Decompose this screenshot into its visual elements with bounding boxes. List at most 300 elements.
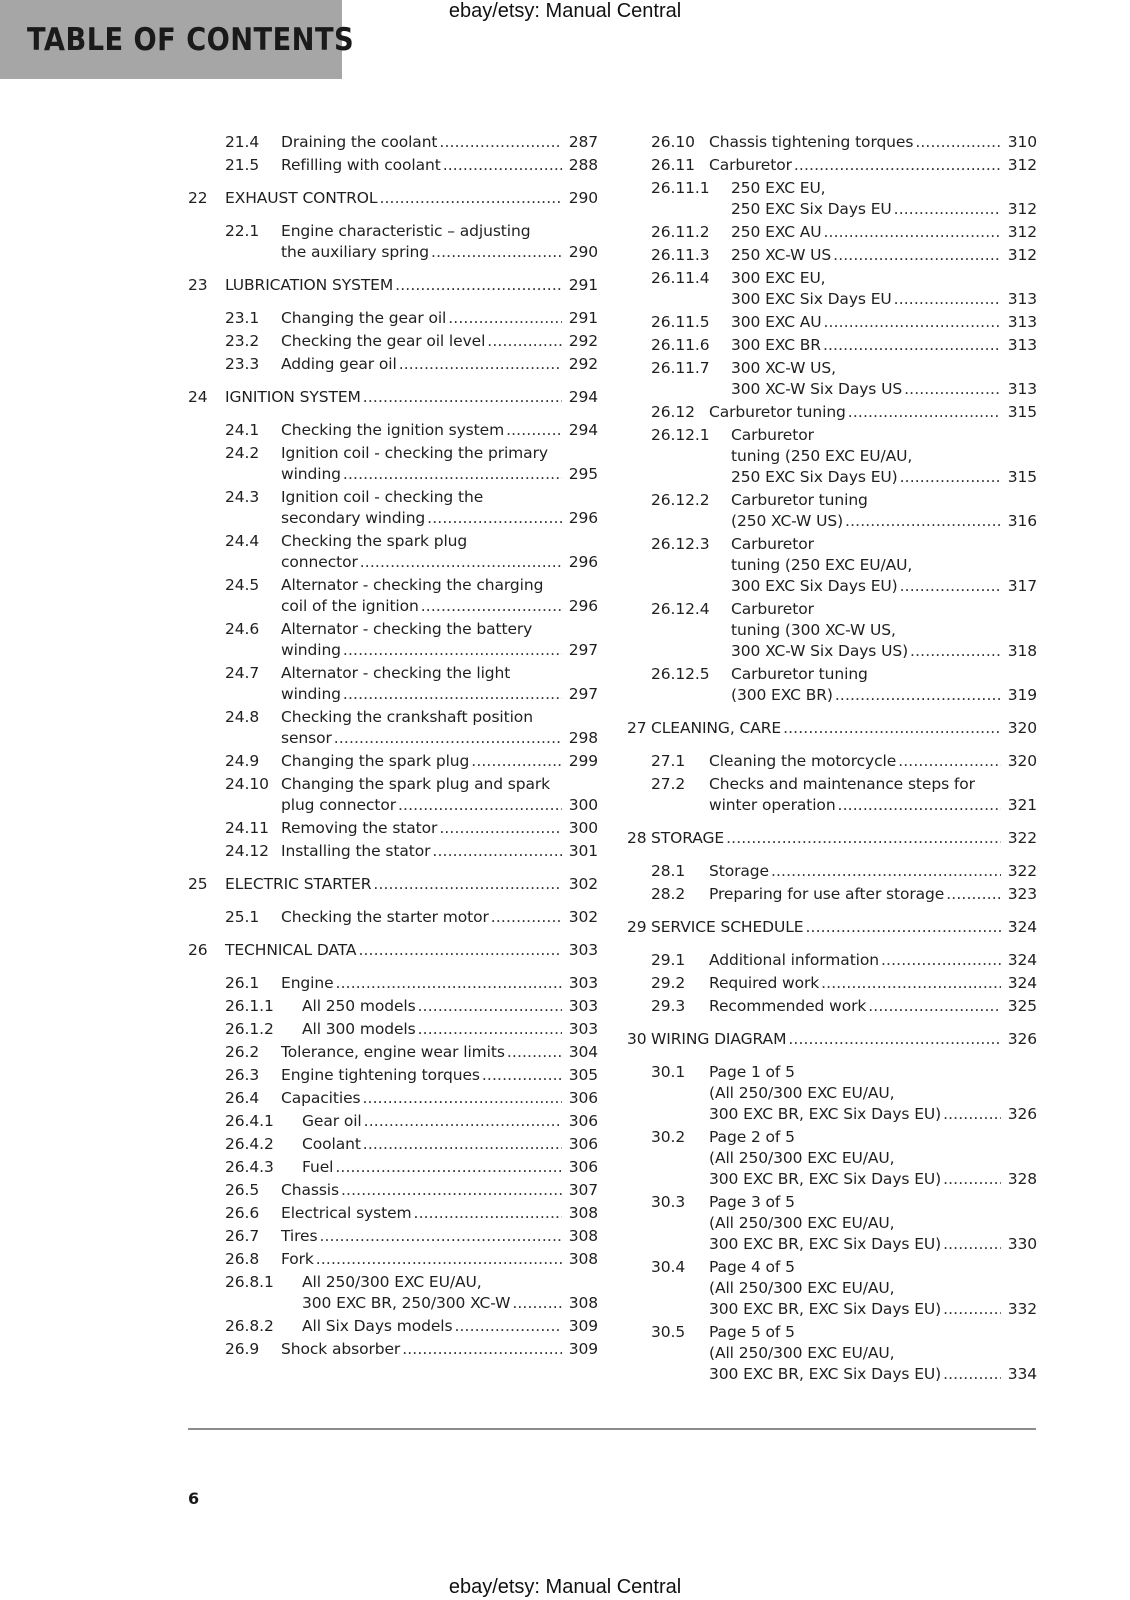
toc-entry-number: 28 [627,829,647,847]
toc-entry-page: 303 [568,941,598,959]
dot-leader [414,1203,562,1224]
toc-entry[interactable] [188,132,598,153]
toc-entry-page: 308 [568,1294,598,1312]
dot-leader [794,155,1001,176]
toc-entry-page: 317 [1007,577,1037,595]
dot-leader [418,1019,562,1040]
toc-entry-number: 23 [188,276,208,294]
toc-entry-title: sensor [281,729,332,747]
toc-entry[interactable] [627,973,1037,994]
toc-entry-title: Engine [281,974,334,992]
toc-entry[interactable] [188,308,598,329]
toc-entry[interactable] [188,1226,598,1247]
page-number: 6 [188,1489,200,1508]
toc-entry-number: 24.12 [225,842,269,860]
toc-entry-title: Required work [709,974,820,992]
dot-leader [823,335,1001,356]
toc-entry-title: Chassis tightening torques [709,133,914,151]
toc-entry-page: 307 [568,1181,598,1199]
toc-entry[interactable] [188,354,598,375]
dot-leader [482,1065,562,1086]
toc-entry[interactable] [627,245,1037,266]
toc-entry[interactable] [188,155,598,176]
toc-entry-title: 300 EXC BR, EXC Six Days EU) [709,1365,942,1383]
toc-entry-page: 313 [1007,336,1037,354]
toc-entry-page: 326 [1007,1030,1037,1048]
toc-entry-number: 23.3 [225,355,260,373]
dot-leader [835,685,1001,706]
toc-entry-number: 22 [188,189,208,207]
toc-column-left [188,132,598,1360]
dot-leader [946,884,1001,905]
toc-entry[interactable] [627,599,1037,662]
toc-entry-title: 300 EXC BR, 250/300 XC-W [302,1294,511,1312]
toc-entry-title: 250 EXC Six Days EU) [731,468,898,486]
dot-leader [833,245,1001,266]
dot-leader [336,973,562,994]
dot-leader [319,1226,562,1247]
toc-entry[interactable] [188,1157,598,1178]
toc-entry-page: 297 [568,641,598,659]
dot-leader [379,188,562,209]
dot-leader [943,1104,1001,1125]
toc-entry-title: 300 XC-W Six Days US) [731,642,909,660]
dot-leader [427,508,562,529]
dot-leader [421,596,562,617]
toc-entry-title-line: (All 250/300 EXC EU/AU, [709,1084,895,1102]
dot-leader [364,1111,562,1132]
dot-leader [806,917,1002,938]
toc-entry[interactable] [627,402,1037,423]
toc-entry[interactable] [627,222,1037,243]
toc-entry[interactable] [188,1203,598,1224]
toc-entry[interactable] [188,221,598,263]
toc-entry[interactable] [188,619,598,661]
toc-entry-title: Carburetor [709,156,792,174]
toc-entry-number: 26.1.1 [225,997,274,1015]
dot-leader [507,1042,562,1063]
dot-leader [398,795,562,816]
toc-entry-title: Tires [281,1227,318,1245]
dot-leader [363,1134,562,1155]
toc-entry[interactable] [188,1180,598,1201]
toc-entry-title: Carburetor tuning [709,403,846,421]
toc-entry-title: Checking the gear oil level [281,332,486,350]
dot-leader [432,841,562,862]
toc-entry[interactable] [627,155,1037,176]
toc-entry[interactable] [627,534,1037,597]
toc-entry-page: 310 [1007,133,1037,151]
toc-entry[interactable] [627,425,1037,488]
dot-leader [373,874,562,895]
dot-leader [343,684,562,705]
toc-entry-title: (250 XC-W US) [731,512,844,530]
toc-entry-title: Electrical system [281,1204,412,1222]
dot-leader [943,1234,1001,1255]
toc-entry-title-line: All 250/300 EXC EU/AU, [302,1273,482,1291]
toc-entry-number: 29.1 [651,951,686,969]
toc-entry-number: 26.4.1 [225,1112,274,1130]
toc-entry-number: 24.5 [225,576,260,594]
toc-entry[interactable] [188,841,598,862]
toc-entry-title: the auxiliary spring [281,243,430,261]
dot-leader [363,387,562,408]
toc-entry-title: 250 EXC Six Days EU [731,200,892,218]
toc-entry[interactable] [188,996,598,1017]
toc-entry[interactable] [188,1088,598,1109]
toc-entry-title: winding [281,685,341,703]
toc-entry[interactable] [188,387,598,408]
toc-entry-title-line: Checking the crankshaft position [281,708,533,726]
toc-entry-number: 26.8.2 [225,1317,274,1335]
toc-entry[interactable] [627,774,1037,816]
toc-entry-page: 312 [1007,156,1037,174]
toc-entry-page: 334 [1007,1365,1037,1383]
toc-entry[interactable] [627,490,1037,532]
toc-entry[interactable] [627,917,1037,938]
dot-leader [838,795,1001,816]
dot-leader [512,1293,562,1314]
toc-entry[interactable] [627,751,1037,772]
toc-entry-number: 27 [627,719,647,737]
dot-leader [915,132,1001,153]
dot-leader [771,861,1001,882]
toc-entry-title: Fork [281,1250,314,1268]
toc-entry[interactable] [188,663,598,705]
toc-entry-number: 30.2 [651,1128,686,1146]
toc-entry-page: 320 [1007,752,1037,770]
dot-leader [824,222,1002,243]
toc-entry-title: Gear oil [302,1112,362,1130]
toc-entry-title-line: Page 2 of 5 [709,1128,795,1146]
toc-entry-title: EXHAUST CONTROL [225,189,378,207]
toc-entry-number: 26.10 [651,133,695,151]
toc-entry-page: 291 [568,276,598,294]
toc-entry[interactable] [188,331,598,352]
toc-entry-title-line: (All 250/300 EXC EU/AU, [709,1279,895,1297]
toc-entry[interactable] [188,1316,598,1337]
toc-entry-page: 302 [568,875,598,893]
toc-entry-title: Removing the stator [281,819,438,837]
toc-entry-title: All 250 models [302,997,416,1015]
toc-entry-page: 304 [568,1043,598,1061]
toc-entry[interactable] [188,1111,598,1132]
toc-entry-number: 27.1 [651,752,686,770]
dot-leader [399,354,562,375]
toc-entry-page: 305 [568,1066,598,1084]
dot-leader [402,1339,562,1360]
toc-entry[interactable] [188,1065,598,1086]
toc-entry-page: 322 [1007,829,1037,847]
toc-entry[interactable] [188,907,598,928]
toc-entry-title-line: Changing the spark plug and spark [281,775,551,793]
toc-entry-number: 26.11.1 [651,179,710,197]
toc-entry-page: 290 [568,243,598,261]
toc-entry-title: Draining the coolant [281,133,438,151]
dot-leader [943,1364,1001,1385]
toc-entry-number: 26 [188,941,208,959]
toc-entry[interactable] [188,707,598,749]
toc-entry-number: 26.4.2 [225,1135,274,1153]
toc-entry-title: CLEANING, CARE [651,719,782,737]
toc-entry[interactable] [627,1257,1037,1320]
toc-entry-title: Chassis [281,1181,339,1199]
dot-leader [821,973,1001,994]
toc-entry[interactable] [627,312,1037,333]
toc-entry[interactable] [188,443,598,485]
dot-leader [900,467,1001,488]
toc-entry[interactable] [627,1322,1037,1385]
toc-entry[interactable] [627,132,1037,153]
toc-entry-page: 300 [568,796,598,814]
toc-entry-title-line: Carburetor tuning [731,665,868,683]
dot-leader [334,728,562,749]
dot-leader [439,818,562,839]
toc-entry-title: winding [281,641,341,659]
toc-entry[interactable] [627,335,1037,356]
toc-entry-page: 332 [1007,1300,1037,1318]
toc-entry-title-line: Carburetor [731,535,814,553]
toc-entry-title-line: (All 250/300 EXC EU/AU, [709,1149,895,1167]
toc-entry-title: Adding gear oil [281,355,397,373]
toc-entry-number: 24.6 [225,620,260,638]
toc-entry[interactable] [188,751,598,772]
toc-entry[interactable] [627,828,1037,849]
toc-entry-title: TECHNICAL DATA [225,941,357,959]
toc-entry-number: 29.3 [651,997,686,1015]
toc-entry[interactable] [188,1042,598,1063]
toc-entry-title: Checking the starter motor [281,908,489,926]
toc-entry-number: 24.3 [225,488,260,506]
toc-entry-title-line: 250 EXC EU, [731,179,826,197]
toc-entry-page: 316 [1007,512,1037,530]
toc-entry-page: 312 [1007,200,1037,218]
toc-entry-page: 287 [568,133,598,151]
toc-entry-number: 26.12 [651,403,695,421]
dot-leader [439,132,562,153]
toc-entry-title-line: (All 250/300 EXC EU/AU, [709,1214,895,1232]
toc-entry-title: ELECTRIC STARTER [225,875,372,893]
toc-entry-number: 26.1.2 [225,1020,274,1038]
toc-entry-title: (300 EXC BR) [731,686,833,704]
toc-entry[interactable] [627,884,1037,905]
toc-entry-number: 27.2 [651,775,686,793]
toc-entry-page: 320 [1007,719,1037,737]
toc-entry-page: 330 [1007,1235,1037,1253]
toc-entry[interactable] [188,973,598,994]
dot-leader [358,940,562,961]
toc-entry-page: 312 [1007,246,1037,264]
toc-entry[interactable] [627,861,1037,882]
toc-entry-number: 26.8 [225,1250,260,1268]
toc-entry[interactable] [188,487,598,529]
toc-entry[interactable] [188,1272,598,1314]
toc-entry[interactable] [188,1134,598,1155]
dot-leader [418,996,562,1017]
toc-entry-page: 296 [568,509,598,527]
toc-entry[interactable] [627,1192,1037,1255]
toc-entry-title: All Six Days models [302,1317,453,1335]
toc-entry-page: 292 [568,355,598,373]
toc-entry-title: Recommended work [709,997,867,1015]
dot-leader [316,1249,562,1270]
toc-entry-number: 24.7 [225,664,260,682]
toc-entry-page: 303 [568,997,598,1015]
toc-entry-title: Checking the ignition system [281,421,505,439]
toc-entry[interactable] [188,818,598,839]
toc-entry[interactable] [188,940,598,961]
toc-entry-title-line: Carburetor [731,600,814,618]
toc-entry-page: 324 [1007,974,1037,992]
toc-entry-title: Additional information [709,951,879,969]
toc-entry-title-line: Page 3 of 5 [709,1193,795,1211]
toc-entry[interactable] [627,950,1037,971]
toc-entry-number: 30.4 [651,1258,686,1276]
dot-leader [343,640,562,661]
toc-entry-number: 26.6 [225,1204,260,1222]
toc-entry-title: Changing the spark plug [281,752,470,770]
toc-entry-number: 24.8 [225,708,260,726]
toc-entry-page: 315 [1007,403,1037,421]
toc-entry-title: All 300 models [302,1020,416,1038]
toc-entry-title-line: Alternator - checking the battery [281,620,533,638]
toc-entry-number: 26.5 [225,1181,260,1199]
toc-entry-number: 26.11.6 [651,336,710,354]
toc-entry-title-line: 300 XC-W US, [731,359,836,377]
toc-entry-page: 296 [568,553,598,571]
toc-entry-title: Preparing for use after storage [709,885,945,903]
toc-entry-title-line: Page 4 of 5 [709,1258,795,1276]
toc-entry-page: 325 [1007,997,1037,1015]
toc-entry-page: 302 [568,908,598,926]
toc-entry-title: Refilling with coolant [281,156,441,174]
toc-entry-title: 300 EXC Six Days EU) [731,577,898,595]
toc-entry-title: 300 EXC BR [731,336,821,354]
toc-entry-number: 25.1 [225,908,260,926]
toc-entry-number: 24.10 [225,775,269,793]
toc-entry-page: 297 [568,685,598,703]
toc-entry-title-line: Ignition coil - checking the primary [281,444,548,462]
dot-leader [788,1029,1001,1050]
toc-entry-title-line: Ignition coil - checking the [281,488,484,506]
toc-entry-title: Coolant [302,1135,361,1153]
toc-entry[interactable] [188,531,598,573]
toc-entry[interactable] [627,268,1037,310]
dot-leader [845,511,1001,532]
toc-entry-title: plug connector [281,796,396,814]
toc-entry[interactable] [188,575,598,617]
toc-entry[interactable] [627,664,1037,706]
dot-leader [506,420,562,441]
toc-entry-title: 250 XC-W US [731,246,832,264]
toc-entry[interactable] [627,996,1037,1017]
toc-entry-page: 326 [1007,1105,1037,1123]
toc-entry-number: 21.5 [225,156,260,174]
toc-entry[interactable] [188,874,598,895]
toc-entry[interactable] [627,1029,1037,1050]
toc-entry[interactable] [188,1019,598,1040]
toc-entry[interactable] [188,1249,598,1270]
toc-entry-number: 26.11.2 [651,223,710,241]
toc-entry-title: Changing the gear oil [281,309,447,327]
toc-entry[interactable] [627,358,1037,400]
toc-entry-title: connector [281,553,358,571]
toc-entry[interactable] [627,178,1037,220]
dot-leader [894,289,1001,310]
toc-entry[interactable] [188,774,598,816]
toc-entry-number: 29 [627,918,647,936]
toc-entry-page: 318 [1007,642,1037,660]
dot-leader [343,464,562,485]
dot-leader [362,1088,562,1109]
toc-entry-title: IGNITION SYSTEM [225,388,361,406]
toc-entry-number: 24.4 [225,532,260,550]
toc-entry-page: 313 [1007,290,1037,308]
toc-entry-page: 288 [568,156,598,174]
toc-entry-page: 319 [1007,686,1037,704]
toc-entry-number: 30.5 [651,1323,686,1341]
toc-entry-page: 306 [568,1112,598,1130]
toc-entry-title-line: tuning (250 EXC EU/AU, [731,556,913,574]
toc-entry[interactable] [627,718,1037,739]
toc-entry-number: 26.12.5 [651,665,710,683]
toc-entry-number: 26.11.5 [651,313,710,331]
toc-entry-number: 24.1 [225,421,260,439]
toc-entry[interactable] [627,1127,1037,1190]
toc-entry-number: 21.4 [225,133,260,151]
dot-leader [448,308,562,329]
toc-entry-title: 300 EXC BR, EXC Six Days EU) [709,1235,942,1253]
toc-entry-number: 26.3 [225,1066,260,1084]
toc-entry-number: 25 [188,875,208,893]
toc-entry-number: 26.11.7 [651,359,710,377]
toc-entry[interactable] [188,420,598,441]
toc-entry-page: 312 [1007,223,1037,241]
toc-entry-number: 30.3 [651,1193,686,1211]
toc-entry-page: 306 [568,1089,598,1107]
dot-leader [910,641,1001,662]
toc-entry-number: 26.12.1 [651,426,710,444]
toc-entry-title-line: (All 250/300 EXC EU/AU, [709,1344,895,1362]
toc-entry-title-line: tuning (300 XC-W US, [731,621,896,639]
toc-entry-title: coil of the ignition [281,597,419,615]
toc-entry[interactable] [188,275,598,296]
toc-entry-number: 26.11.3 [651,246,710,264]
dot-leader [900,576,1001,597]
toc-entry-page: 309 [568,1317,598,1335]
toc-entry[interactable] [627,1062,1037,1125]
toc-entry-page: 321 [1007,796,1037,814]
dot-leader [894,199,1001,220]
toc-entry-page: 295 [568,465,598,483]
toc-entry-title-line: Alternator - checking the light [281,664,511,682]
toc-entry-title: Shock absorber [281,1340,401,1358]
toc-entry-title-line: Alternator - checking the charging [281,576,544,594]
toc-entry[interactable] [188,188,598,209]
toc-entry-page: 298 [568,729,598,747]
toc-entry-title: Installing the stator [281,842,431,860]
toc-entry-number: 28.2 [651,885,686,903]
toc-entry[interactable] [188,1339,598,1360]
footer-divider [188,1428,1036,1430]
toc-entry-number: 26.1 [225,974,260,992]
toc-entry-number: 30.1 [651,1063,686,1081]
dot-leader [471,751,562,772]
toc-entry-number: 30 [627,1030,647,1048]
dot-leader [868,996,1001,1017]
toc-entry-page: 324 [1007,918,1037,936]
dot-leader [726,828,1001,849]
